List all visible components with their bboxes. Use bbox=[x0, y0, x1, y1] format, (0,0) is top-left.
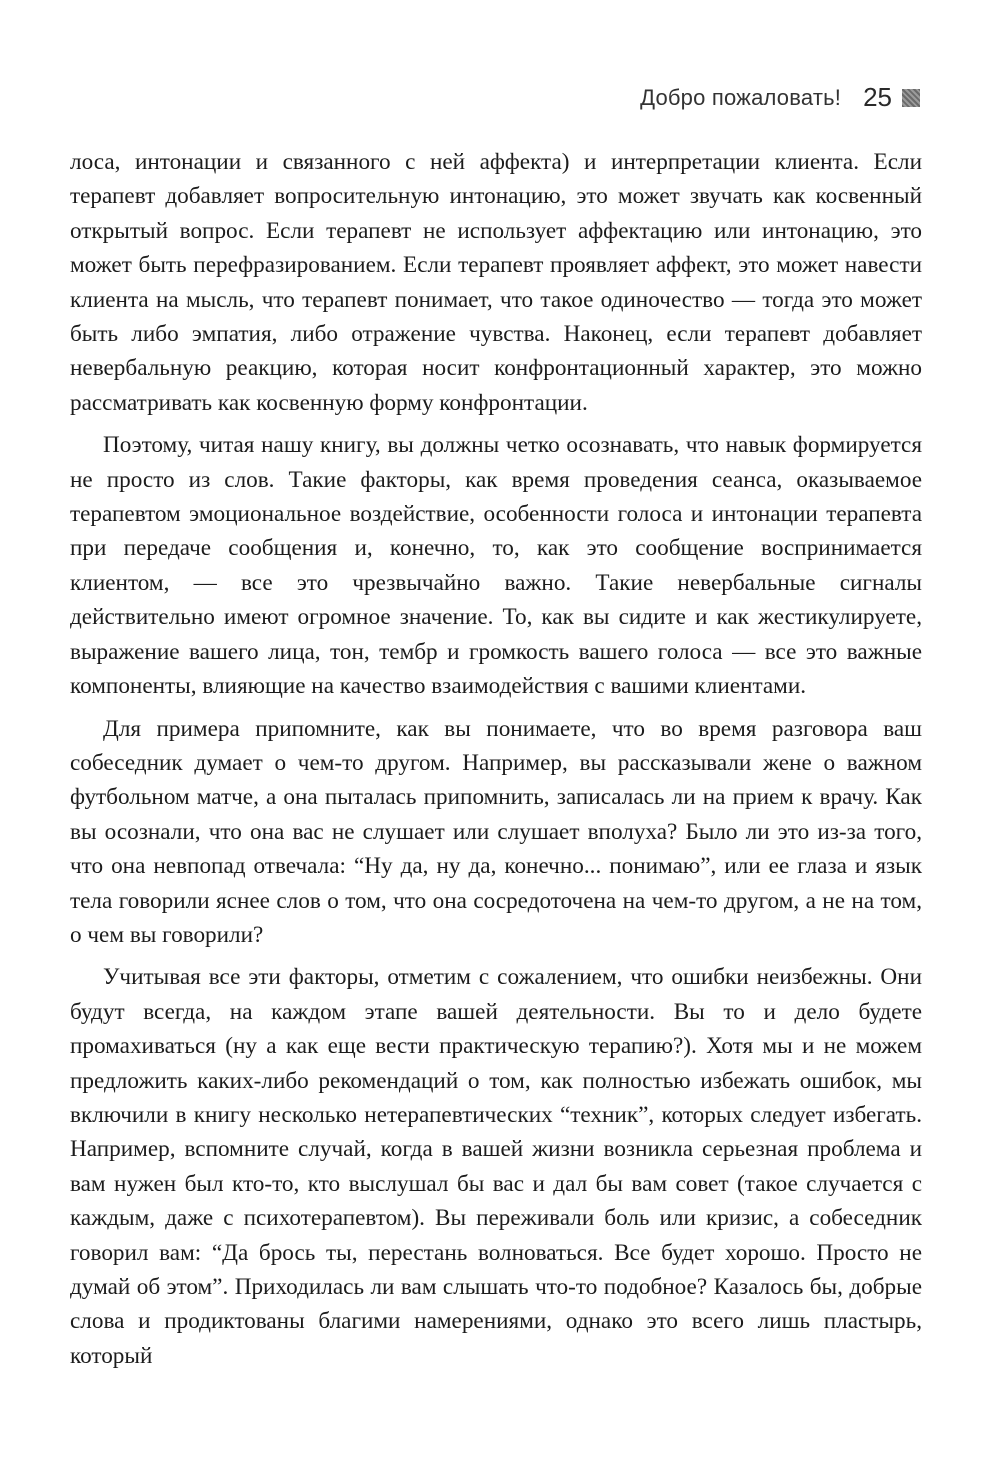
body-text bbox=[70, 145, 922, 1373]
paragraph: Учитывая все эти факторы, отметим с сожалением, что ошибки неизбежны. Они будут всегда, на каждом этапе вашей деятельности. Вы то и дело будете промахиваться (ну а как еще вести практическую терапию?). Хотя мы и не можем предложить каких-либо рекомендаций о том, как полностью избежать ошибок, мы включили в книгу несколько нетерапевтических “техник”, которых следует избегать. Например, вспомните случай, когда в вашей жизни возникла серьезная проблема и вам нужен был кто-то, кто выслушал бы вас и дал бы вам совет (такое случается с каждым, даже с психотерапевтом). Вы переживали боль или кризис, а собеседник говорил вам: “Да брось ты, перестань волноваться. Все будет хорошо. Просто не думай об этом”. Приходилась ли вам слышать что-то подобное? Казалось бы, добрые слова и продиктованы благими намерениями, однако это всего лишь пластырь, который bbox=[70, 964, 922, 1369]
page-number: 25 bbox=[863, 82, 892, 112]
paragraph: Поэтому, читая нашу книгу, вы должны четко осознавать, что навык формируется не просто из слов. Такие факторы, как время проведения сеанса, оказываемое терапевтом эмоциональное воздействие, особенности голоса и интонации терапевта при передаче сообщения и, конечно, то, как это сообщение воспринимается клиентом, — все это чрезвычайно важно. Такие невербальные сигналы действительно имеют огромное значение. То, как вы сидите и как жестикулируете, выражение вашего лица, тон, тембр и громкость вашего голоса — все это важные компоненты, влияющие на качество взаимодействия с вашими клиентами. bbox=[70, 432, 922, 700]
chapter-title: Добро пожаловать! bbox=[640, 84, 842, 110]
running-header bbox=[640, 82, 920, 113]
paragraph: Для примера припомните, как вы понимаете, что во время разговора ваш собеседник думает о чем-то другом. Например, вы рассказывали жене о важном футбольном матче, а она пыталась припомнить, записалась ли на прием к врачу. Как вы осознали, что она вас не слушает или слушает вполуха? Было ли это из-за того, что она невпопад отвечала: “Ну да, ну да, конечно... понимаю”, или ее глаза и язык тела говорили яснее слов о том, что она сосредоточена на чем-то другом, а не на том, о чем вы говорили? bbox=[70, 715, 922, 948]
paragraph: лоса, интонации и связанного с ней аффекта) и интерпретации клиента. Если терапевт добавляет вопросительную интонацию, это может звучать как косвенный открытый вопрос. Если терапевт не использует аффектацию или интонацию, это может быть перефразированием. Если терапевт проявляет аффект, это может навести клиента на мысль, что терапевт понимает, что такое одиночество — тогда это может быть либо эмпатия, либо отражение чувства. Наконец, если терапевт добавляет невербальную реакцию, которая носит конфронтационный характер, это можно рассматривать как косвенную форму конфронтации. bbox=[70, 149, 922, 416]
page-marker-icon bbox=[902, 89, 920, 107]
